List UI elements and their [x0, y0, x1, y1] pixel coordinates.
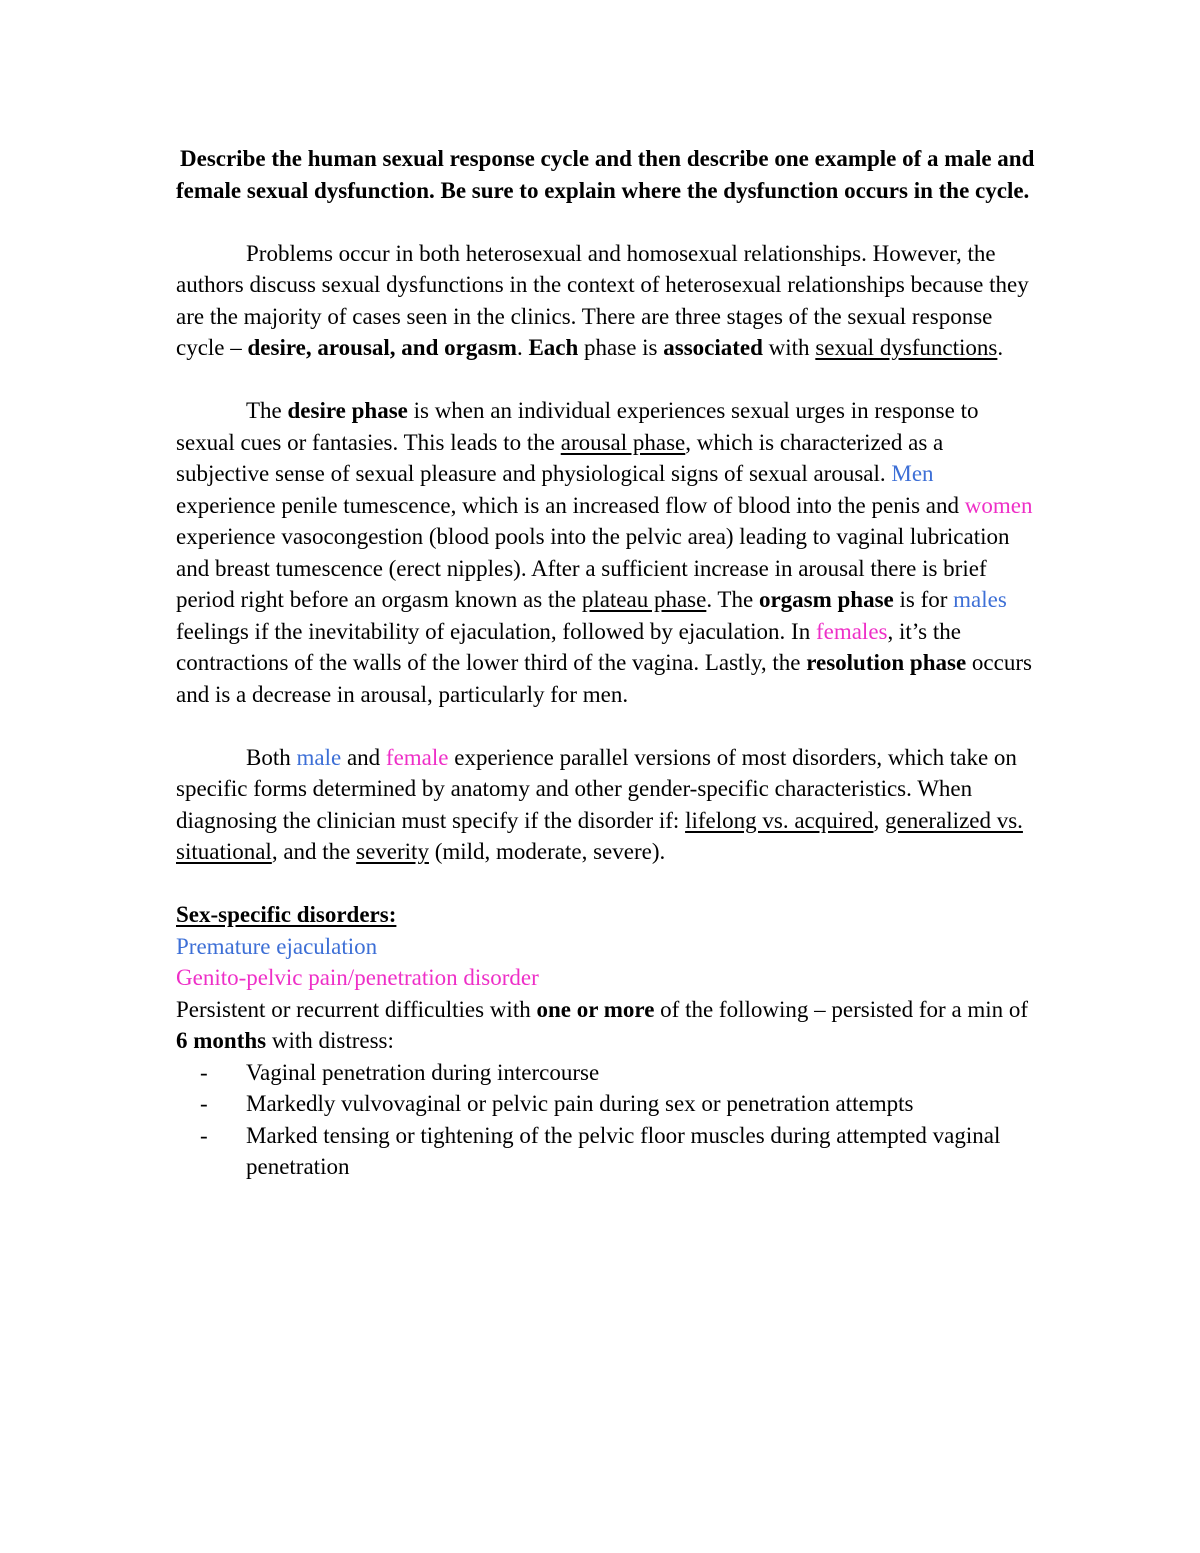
text-run: feelings if the inevitability of ejaculation, followed by ejaculation. In [176, 618, 816, 644]
bold-six-months: 6 months [176, 1028, 267, 1053]
paragraph-diagnosis [176, 742, 1036, 868]
criteria-list [176, 1057, 1036, 1183]
female-disorder-title: Genito-pelvic pain/penetration disorder [176, 965, 539, 990]
bullet-dash: - [200, 1059, 208, 1085]
list-item [176, 1057, 1036, 1089]
female-highlight-women: women [964, 492, 1033, 518]
text-run: , [873, 807, 885, 833]
paragraph-spacer [176, 710, 1036, 742]
list-item-text: Markedly vulvovaginal or pelvic pain during sex or penetration attempts [246, 1091, 914, 1116]
underlined-generalized-vs-situational: generalized vs. situational [176, 807, 1023, 864]
text-run: with distress: [266, 1028, 394, 1053]
text-run: with [762, 335, 816, 360]
underlined-severity: severity [356, 839, 429, 864]
bold-desire-phase: desire phase [287, 398, 408, 423]
underlined-lifelong-vs-acquired: lifelong vs. acquired [685, 807, 874, 833]
male-highlight-men: Men [891, 461, 934, 486]
bold-one-or-more: one or more [536, 996, 655, 1022]
text-run: experience penile tumescence, which is an increased flow of blood into the penis and [176, 492, 965, 518]
paragraph-spacer [176, 868, 1036, 900]
bold-phrase-stages: desire, arousal, and orgasm [247, 335, 517, 360]
underlined-sexual-dysfunctions: sexual dysfunctions [815, 335, 998, 360]
paragraph-phases [176, 395, 1036, 710]
section-heading: Sex-specific disorders: [176, 902, 397, 927]
list-item-text: Marked tensing or tightening of the pelvic floor muscles during attempted vaginal penetration [246, 1122, 1001, 1179]
male-highlight-males: males [953, 587, 1007, 612]
underlined-plateau-phase: plateau phase [581, 587, 707, 612]
bullet-dash: - [200, 1091, 208, 1116]
list-item-text: Vaginal penetration during intercourse [246, 1059, 600, 1085]
text-run: is when an individual experiences sexual urges in response to sexual cues or fantasies. This leads to the [176, 398, 979, 455]
assignment-prompt: Describe the human sexual response cycle and then describe one example of a male and female sexual dysfunction. Be sure to explain where the dysfunction occurs in the cycle. [176, 146, 1035, 203]
text-run: occurs and is a decrease in arousal, particularly for men. [176, 650, 1032, 707]
text-run: experience vasocongestion (blood pools into the pelvic area) leading to vaginal lubrication and breast tumescence (erect nipples). After a sufficient increase in arousal there is brief period right before an orgasm known as the [176, 524, 1010, 612]
text-run: . [997, 335, 1004, 360]
text-run: experience parallel versions of most disorders, which take on specific forms determined by anatomy and other gender-specific characteristics. When diagnosing the clinician must specify if the disorder if: [176, 744, 1017, 833]
male-disorder-title: Premature ejaculation [176, 933, 378, 959]
text-run: , and the [271, 839, 357, 864]
text-run: . The [706, 587, 759, 612]
document-body [176, 143, 1036, 1183]
text-run: . [516, 335, 529, 360]
diagnostic-criteria [176, 994, 1036, 1057]
text-run: Problems occur in both heterosexual and homosexual relationships. However, the authors discuss sexual dysfunctions in the context of heterosexual relationships because they are the majority of cases seen in the clinics. There are three stages of the sexual response cycle – [176, 240, 1029, 360]
text-run: , it’s the contractions of the walls of the lower third of the vagina. Lastly, the [176, 618, 961, 675]
paragraph-intro [176, 238, 1036, 364]
female-highlight-females: females [815, 618, 888, 644]
text-run: phase is [578, 335, 664, 360]
male-highlight-male: male [296, 744, 342, 770]
text-run: of the following – persisted for a min of [654, 996, 1029, 1022]
text-run: is for [893, 587, 954, 612]
bold-word-associated: associated [663, 335, 763, 360]
text-run: , which is characterized as a subjective sense of sexual pleasure and physiological signs of sexual arousal. [176, 429, 944, 486]
paragraph-spacer [176, 364, 1036, 396]
bold-resolution-phase: resolution phase [806, 650, 967, 675]
text-run: and [341, 744, 386, 770]
underlined-arousal-phase: arousal phase [560, 429, 686, 455]
bold-word-each: Each [528, 335, 579, 360]
list-item [176, 1120, 1036, 1183]
female-highlight-female: female [385, 744, 449, 770]
bold-orgasm-phase: orgasm phase [758, 587, 894, 612]
text-run: The [246, 398, 288, 423]
paragraph-spacer [176, 206, 1036, 238]
text-run: (mild, moderate, severe). [428, 839, 666, 864]
text-run: Both [246, 744, 297, 770]
bullet-dash: - [200, 1122, 208, 1148]
list-item [176, 1088, 1036, 1120]
text-run: Persistent or recurrent difficulties with [176, 996, 537, 1022]
